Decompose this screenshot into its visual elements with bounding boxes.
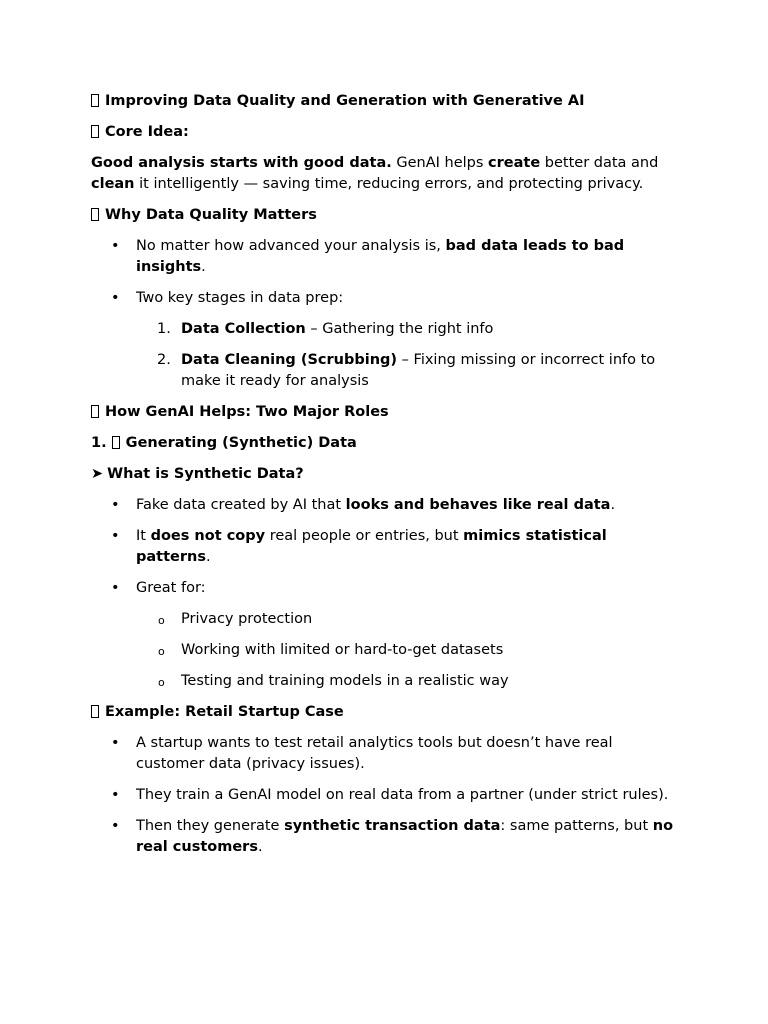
core-idea-heading: Core Idea: (91, 122, 681, 143)
list-item: o Testing and training models in a realistic way (91, 671, 681, 692)
sub-bullet-icon: o (158, 645, 165, 658)
list-item: • Two key stages in data prep: (91, 288, 681, 309)
list-item: • They train a GenAI model on real data from a partner (under strict rules). (91, 785, 681, 806)
synthetic-data-heading: ➤ What is Synthetic Data? (91, 466, 304, 482)
why-list (91, 236, 681, 309)
bullet-icon: • (111, 818, 120, 834)
great-for-list (91, 609, 681, 692)
synthetic-list (91, 495, 681, 599)
how-heading: How GenAI Helps: Two Major Roles (91, 402, 681, 423)
stages-list (91, 319, 681, 392)
list-item: 1. Data Collection – Gathering the right info (157, 321, 494, 337)
sub-bullet-icon: o (158, 614, 165, 627)
document-content (91, 91, 681, 868)
list-item: • A startup wants to test retail analytics tools but doesn’t have real customer data (privacy issues). (111, 735, 613, 772)
core-idea-paragraph: Good analysis starts with good data. GenAI helps create better data and clean it intelligently — saving time, reducing errors, and protecting privacy. (91, 155, 659, 192)
bullet-icon: • (111, 497, 120, 513)
list-item: o Working with limited or hard-to-get datasets (91, 640, 681, 661)
list-item: o Privacy protection (91, 609, 681, 630)
role1-heading: 1. Generating (Synthetic) Data (91, 435, 357, 451)
list-item: • Then they generate synthetic transaction data: same patterns, but no real customers. (111, 818, 674, 855)
list-item: • No matter how advanced your analysis is, bad data leads to bad insights. (111, 238, 625, 275)
list-item: • Fake data created by AI that looks and behaves like real data. (91, 495, 681, 516)
missing-glyph-icon (91, 705, 99, 718)
missing-glyph-icon (91, 208, 99, 221)
bullet-icon: • (111, 580, 120, 596)
list-item: 2. Data Cleaning (Scrubbing) – Fixing missing or incorrect info to make it ready for analysis (157, 352, 656, 389)
missing-glyph-icon (91, 94, 99, 107)
missing-glyph-icon (91, 125, 99, 138)
missing-glyph-icon (91, 405, 99, 418)
bullet-icon: • (111, 787, 120, 803)
example-list (91, 733, 681, 858)
arrow-icon: ➤ (91, 466, 104, 482)
sub-bullet-icon: o (158, 676, 165, 689)
list-item: • It does not copy real people or entries, but mimics statistical patterns. (111, 528, 607, 565)
bullet-icon: • (111, 528, 120, 544)
document-title: Improving Data Quality and Generation with Generative AI (91, 91, 681, 112)
bullet-icon: • (111, 238, 120, 254)
why-heading: Why Data Quality Matters (91, 205, 681, 226)
example-heading: Example: Retail Startup Case (91, 702, 681, 723)
bullet-icon: • (111, 290, 120, 306)
list-item: • Great for: (91, 578, 681, 599)
bullet-icon: • (111, 735, 120, 751)
missing-glyph-icon (112, 436, 120, 449)
